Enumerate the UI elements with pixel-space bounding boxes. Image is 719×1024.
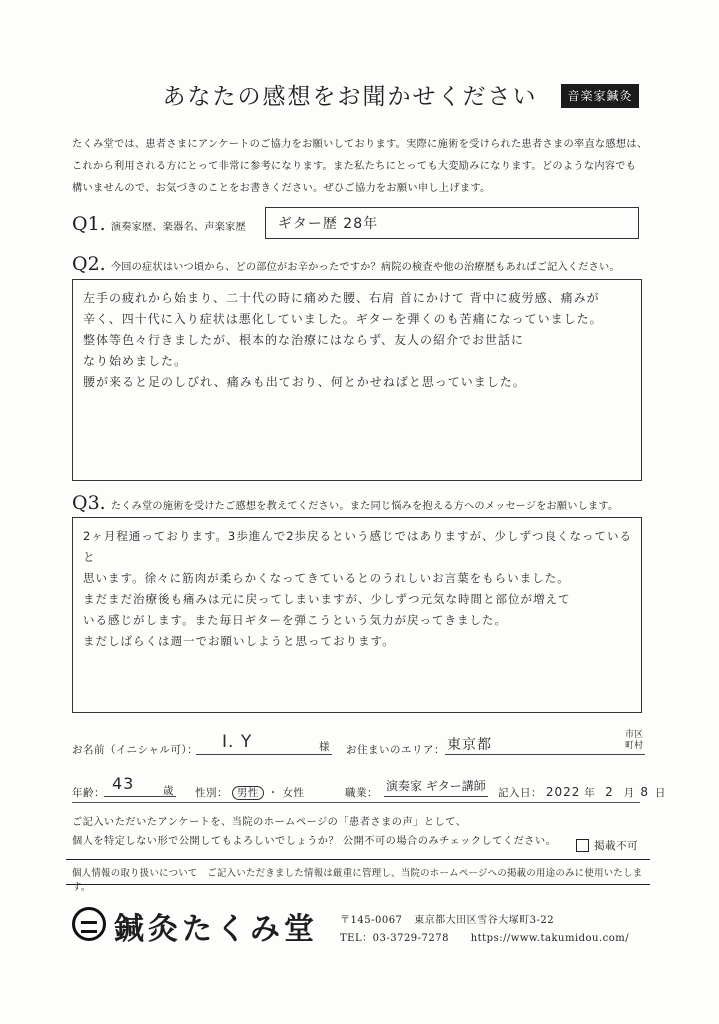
privacy-divider [66,859,650,860]
consent-checkbox-group[interactable] [576,835,638,854]
q1-question: 演奏家歴、楽器名、声楽家歴 [110,222,246,233]
consent-line: ご記入いただいたアンケートを、当院のホームページの「患者さまの声」として、 [72,817,467,828]
street-address: 東京都大田区雪谷大塚町3-22 [414,915,555,926]
name-suffix: 様 [319,741,330,753]
gender-label: 性別： [195,787,228,799]
city-label [625,730,643,752]
consent-text [72,813,556,851]
age-label: 年齢： [72,787,105,799]
q3-answer-line: いる感じがします。また毎日ギターを弾こうという気力が戻ってきました。 [83,613,507,627]
q2-answer-line: 整体等色々行きましたが、根本的な治療にはならず、友人の紹介でお世話に [83,333,525,347]
date-year-unit: 年 [584,787,596,799]
clinic-logo-icon [72,907,106,941]
date-label: 記入日： [498,787,542,799]
postal-code: 〒145-0067 [340,915,403,926]
q3-answer-line: まだまだ治療後も痛みは元に戻ってしまいますが、少しずつ元気な時間と部位が増えて [83,592,571,606]
row-divider [72,802,640,803]
q1-answer: ギター歴 28年 [278,216,379,232]
name-value: I. Y [222,732,253,752]
q2-answer-line: 左手の疲れから始まり、二十代の時に痛めた腰、右肩 首にかけて 背中に疲労感、痛みが [83,291,600,305]
q3-answer-box[interactable] [72,517,642,713]
q2-answer-box[interactable] [72,279,642,481]
gender-male-option[interactable]: 男性 [232,786,264,800]
q2-answer [73,280,641,393]
intro-text [72,134,650,200]
clinic-address [340,911,554,926]
no-publish-label: 掲載不可 [594,840,639,852]
q2-number: Q2. [72,253,106,275]
city-label-bottom: 町村 [624,741,643,751]
q2-label [72,253,652,275]
intro-line: これから利用される方にとって非常に参考になります。また私たちにとっても大変励みになります。どのような内容でも [72,161,637,172]
clinic-logo-text: 鍼灸たくみ堂 [114,912,318,947]
name-field[interactable] [196,730,332,755]
clinic-contact [340,929,629,944]
q3-label [72,492,652,514]
q2-answer-line: 腰が来ると足のしびれ、痛みも出ており、何とかせねばと思っていました。 [83,375,526,389]
q3-question: たくみ堂の施術を受けたご感想を教えてください。また同じ悩みを抱える方へのメッセージをお願いします。 [110,501,619,512]
date-field[interactable] [498,785,666,800]
name-label: お名前（イニシャル可）： [72,744,199,756]
q1-label [72,213,272,235]
intro-line: 構いませんので、お気づきのことをお書きください。ぜひご協力をお願い申し上げます。 [72,183,491,194]
q2-answer-line: 辛く、四十代に入り症状は悪化していました。ギターを弾くのも苦痛になっていました。 [83,312,603,326]
q3-answer-line: 思います。徐々に筋肉が柔らかくなってきているとのうれしいお言葉をもらいました。 [83,571,570,585]
q3-answer-line: まだしばらくは週一でお願いしようと思っております。 [83,634,395,648]
age-field[interactable] [104,772,176,797]
q2-question: 今回の症状はいつ頃から、どの部位がお辛かったですか？病院の検査や他の治療歴もあればご記入ください。 [110,262,620,273]
q2-answer-line: なり始めました。 [83,354,188,368]
area-field[interactable] [445,730,645,755]
q3-number: Q3. [72,492,106,514]
area-value: 東京都 [447,737,492,753]
job-value: 演奏家 ギター講師 [386,779,486,793]
gender-female-option[interactable]: 女性 [282,787,305,799]
privacy-note: 個人情報の取り扱いについて ご記入いただきました情報は厳重に管理し、当院のホームページへの掲載の用途のみに使用いたします。 [72,868,643,893]
consent-line: 個人を特定しない形で公開してもよろしいでしょうか？ 公開不可の場合のみチェックしてください。 [72,836,557,847]
age-value: 43 [112,774,135,793]
date-day-unit: 日 [654,787,666,799]
privacy-divider [66,884,650,885]
city-label-top: 市区 [624,730,643,740]
q3-answer [73,518,641,652]
gender-separator: ・ [267,787,279,799]
date-year: 2022 [545,785,581,799]
phone-number: TEL：03-3729-7278 [340,933,449,944]
job-field[interactable] [384,772,488,797]
q3-answer-line: 2ヶ月程通っております。3歩進んで2歩戻るという感じではありますが、少しずつ良くなっていると [83,529,633,564]
date-month: 2 [605,785,614,799]
page-title: あなたの感想をお聞かせください [162,84,538,110]
date-day: 8 [640,785,650,799]
website-link[interactable]: https://www.takumidou.com/ [470,933,630,944]
category-badge: 音楽家鍼灸 [561,84,639,108]
intro-line: たくみ堂では、患者さまにアンケートのご協力をお願いしております。実際に施術を受けられた患者さまの率直な感想は、 [72,139,648,150]
q1-answer-box[interactable] [265,207,639,239]
q1-number: Q1. [72,213,106,235]
date-month-unit: 月 [623,787,635,799]
age-suffix: 歳 [163,785,174,797]
no-publish-checkbox[interactable] [576,839,589,852]
gender-field[interactable] [195,785,305,800]
job-label: 職業： [345,787,378,799]
area-label: お住まいのエリア： [346,744,445,756]
